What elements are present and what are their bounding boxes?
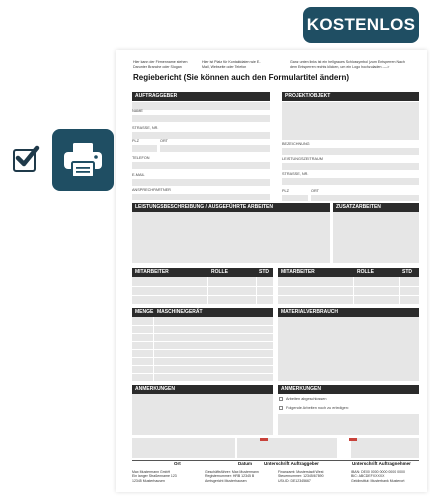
form-title[interactable]: Regiebericht (Sie können auch den Formulartitel ändern) <box>133 73 350 82</box>
section-zusatz: ZUSATZARBEITEN <box>333 203 419 212</box>
label-sig-datum: Datum <box>238 461 253 466</box>
projekt-plz-field[interactable] <box>282 195 308 201</box>
ort-signature-field[interactable] <box>132 438 235 458</box>
section-material: MATERIALVERBRAUCH <box>278 308 419 317</box>
section-anmerkungen-left: ANMERKUNGEN <box>132 385 273 394</box>
zeitraum-field[interactable] <box>282 163 419 170</box>
maschine-grid[interactable] <box>132 317 273 381</box>
col-rolle-2: ROLLE <box>357 269 374 275</box>
section-projekt: PROJEKT/OBJEKT <box>282 92 419 101</box>
mitarbeiter-right-header <box>278 268 419 277</box>
label-bezeichnung: BEZEICHNUNG <box>282 142 310 146</box>
mitarbeiter-right-grid[interactable] <box>278 277 419 304</box>
hint-company: Hier kann der Firmenname stehen Darunter Branche oder Slogan <box>133 60 188 69</box>
col-maschine: MASCHINE/GERÄT <box>157 309 203 315</box>
label-abgeschlossen: Arbeiten abgeschlossen <box>286 397 327 401</box>
label-sig-auftragnehmer: Unterschrift Auftragnehmer <box>352 461 411 466</box>
maschine-header <box>132 308 273 317</box>
col-std-2: STD <box>402 269 412 275</box>
leistung-field[interactable] <box>132 212 330 263</box>
label-sig-auftraggeber: Unterschrift Auftraggeber <box>264 461 319 466</box>
label-email: E-MAIL <box>132 173 145 177</box>
label-ansprechpartner: ANSPRECHPARTNER <box>132 188 171 192</box>
bezeichnung-field[interactable] <box>282 148 419 155</box>
email-field[interactable] <box>132 179 270 186</box>
anmerkungen-right-field[interactable] <box>278 414 419 435</box>
signature-marker-left <box>260 438 268 441</box>
col-rolle: ROLLE <box>211 269 228 275</box>
ansprechpartner-field[interactable] <box>132 194 270 200</box>
label-name: NAME <box>132 109 143 113</box>
free-badge: KOSTENLOS <box>303 7 419 43</box>
section-auftraggeber: AUFTRAGGEBER <box>132 92 270 101</box>
label-projekt-ort: ORT <box>311 189 319 193</box>
label-strasse: STRASSE, NR. <box>132 126 159 130</box>
label-noch-zu-erledigen: Folgende Arbeiten noch zu erledigen: <box>286 406 349 410</box>
anmerkungen-left-field[interactable] <box>132 394 273 435</box>
label-telefon: TELEFON <box>132 156 150 160</box>
label-ort: ORT <box>160 139 168 143</box>
col-mitarbeiter: MITARBEITER <box>135 269 169 275</box>
plz-field[interactable] <box>132 145 157 152</box>
printer-icon <box>63 142 103 178</box>
mitarbeiter-left-header <box>132 268 273 277</box>
checkbox-abgeschlossen[interactable] <box>279 397 283 401</box>
projekt-description-field[interactable] <box>282 102 419 140</box>
material-field[interactable] <box>278 317 419 381</box>
form-sheet <box>116 50 427 492</box>
section-leistung: LEISTUNGSBESCHREIBUNG / AUSGEFÜHRTE ARBEITEN <box>132 203 330 212</box>
mitarbeiter-left-grid[interactable] <box>132 277 273 304</box>
strasse-field[interactable] <box>132 132 270 139</box>
auftraggeber-signature-field[interactable] <box>261 438 337 458</box>
check-icon[interactable] <box>13 149 36 172</box>
hint-contact: Hier ist Platz für Kontaktdaten wie E-Mail, Webseite oder Telefon <box>202 60 261 69</box>
footer-register: Geschäftsführer: Max Mustermann Registernummer: HRB 12345 B Amtsgericht Musterhausen <box>205 470 259 483</box>
auftraggeber-company-field[interactable] <box>132 102 270 110</box>
col-menge: MENGE <box>135 309 154 315</box>
label-sig-ort: Ort <box>174 461 181 466</box>
zusatz-field[interactable] <box>333 212 419 263</box>
label-zeitraum: LEISTUNGSZEITRAUM <box>282 157 323 161</box>
col-mitarbeiter-2: MITARBEITER <box>281 269 315 275</box>
print-button[interactable] <box>52 129 114 191</box>
label-projekt-strasse: STRASSE, NR. <box>282 172 309 176</box>
projekt-ort-field[interactable] <box>311 195 419 201</box>
checkbox-noch-zu-erledigen[interactable] <box>279 406 283 410</box>
section-anmerkungen-right: ANMERKUNGEN <box>278 385 419 394</box>
datum-signature-field[interactable] <box>237 438 262 458</box>
label-projekt-plz: PLZ <box>282 189 289 193</box>
label-plz: PLZ <box>132 139 139 143</box>
footer-tax: Finanzamt: Musterstadt West Steuernummer: 12345/67890 USt-ID: DE12345667 <box>278 470 324 483</box>
footer-company: Max Mustermann GmbH Ein langer Straßenname 123 12345 Musterhausen <box>132 470 177 483</box>
telefon-field[interactable] <box>132 162 270 169</box>
ort-field[interactable] <box>160 145 270 152</box>
col-std: STD <box>259 269 269 275</box>
footer-bank: IBAN: DE00 0000 0000 0000 0000 BIC: ABCDEFXXXXX Geldinstitut: Musterbank Musterort <box>351 470 405 483</box>
auftragnehmer-signature-field[interactable] <box>351 438 419 458</box>
signature-marker-right <box>349 438 357 441</box>
hint-logo: Ganz unten links ist ein hellgraues Schlossymbol (zum Entsperren Nach dem Entsperren rechts klicken, um ein Logo hochzuladen ----> <box>290 60 405 69</box>
name-field[interactable] <box>132 115 270 122</box>
projekt-strasse-field[interactable] <box>282 178 419 185</box>
